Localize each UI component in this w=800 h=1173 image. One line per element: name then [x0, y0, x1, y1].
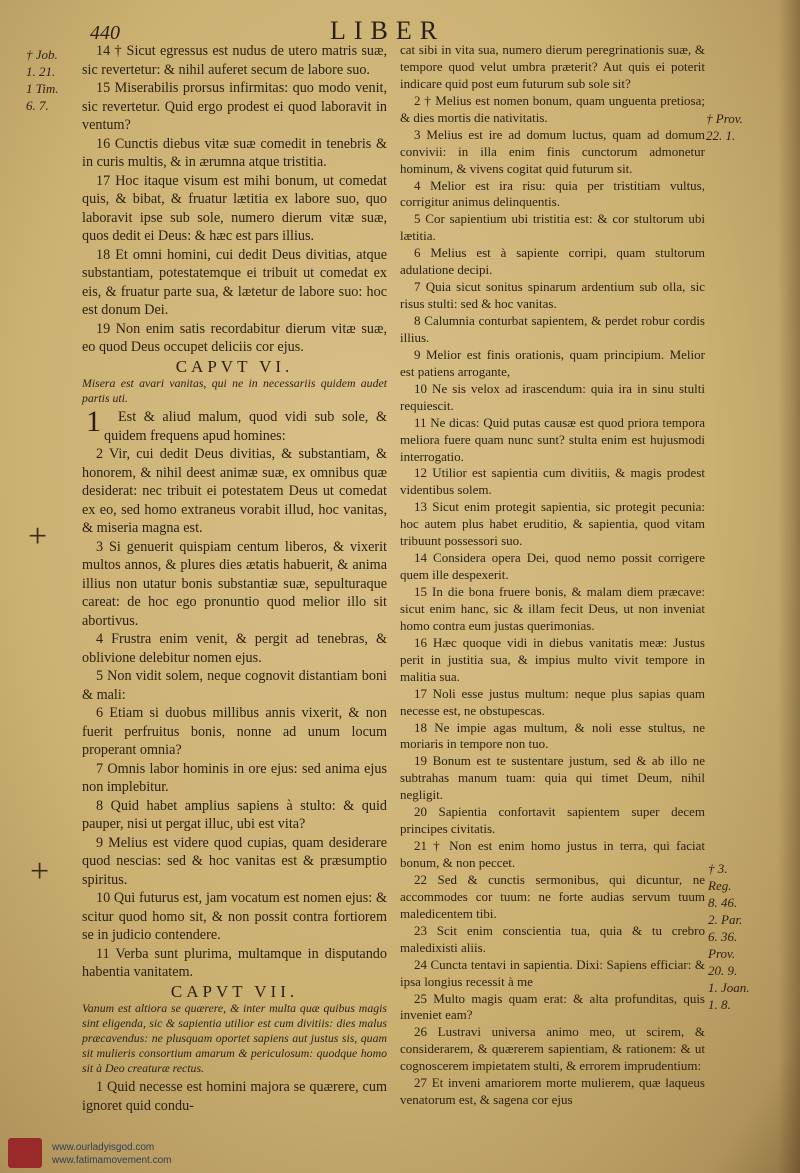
verse: 21 † Non est enim homo justus in terra, qui faciat bonum, & non peccet. — [400, 838, 705, 870]
verse: 16 Hæc quoque vidi in diebus vanitatis meæ: Justus perit in justitia sua, & impius multo vivit tempore in malitia sua. — [400, 634, 705, 684]
running-title: LIBER — [330, 16, 446, 45]
margin-note: Reg. — [708, 878, 732, 893]
chapter-heading: CAPVT VI. — [175, 356, 294, 376]
verse: 18 Et omni homini, cui dedit Deus divitias, atque substantiam, potestatemque ei tribuit ut comedat ex eis, & fruatur parte sua, & lætetur de labore suo: hoc est donum Dei. — [82, 246, 387, 318]
verse: 1 Quid necesse est homini majora se quærere, cum ignoret quid condu- — [82, 1079, 387, 1114]
verse: 19 Bonum est te sustentare justum, sed & ab illo ne subtrahas manum tuam: quia qui timet Deum, nihil negligit. — [400, 753, 705, 803]
handwritten-cross-mark: + — [28, 518, 48, 555]
margin-note: Prov. — [708, 946, 736, 961]
verse: 20 Sapientia confortavit sapientem super decem principes civitatis. — [400, 804, 705, 837]
verse: 25 Multo magis quam erat: & alta profunditas, quis inveniet eam? — [400, 990, 705, 1023]
verse: 15 In die bona fruere bonis, & malam diem præcave: sicut enim hanc, sic & illam fecit Deus, ut non inveniat homo contra eum justas querimonias. — [400, 584, 705, 633]
verse: 18 Ne impie agas multum, & noli esse stultus, ne moriaris in tempore non tuo. — [400, 719, 705, 752]
verse: 17 Hoc itaque visum est mihi bonum, ut comedat quis, & bibat, & fruatur lætitia ex labore suo, quo laboravit ipse sub sole, numero dierum vitæ suæ, quos dedit ei Deus: & hæc est pars illius. — [82, 172, 387, 244]
verse: 8 Calumnia conturbat sapientem, & perdet robur cordis illius. — [400, 313, 705, 345]
margin-note: 22. 1. — [706, 128, 736, 143]
verse: 5 Cor sapientium ubi tristitia est: & cor stultorum ubi lætitia. — [400, 211, 705, 244]
verse: 24 Cuncta tentavi in sapientia. Dixi: Sapiens efficiar: & ipsa longius recessit à me — [400, 956, 705, 989]
margin-note: 6. 36. — [708, 929, 738, 944]
verse: 7 Quia sicut sonitus spinarum ardentium sub olla, sic risus stulti: sed & hoc vanitas. — [400, 279, 705, 312]
verse: 2 † Melius est nomen bonum, quam unguenta pretiosa; & dies mortis die nativitatis. — [400, 92, 705, 125]
verse: 1Est & aliud malum, quod vidi sub sole, & quidem frequens apud homines: — [86, 405, 387, 444]
page-edge-shadow — [778, 0, 800, 1173]
verse: 19 Non enim satis recordabitur dierum vitæ suæ, eo quod Deus occupet deliciis cor ejus. — [82, 320, 387, 355]
text-column-right — [400, 42, 705, 1109]
verse: 26 Lustravi universa animo meo, ut scirem, & considerarem, & quærerem sapientiam, & rationem: & ut cognoscerem impietatem stulti, & errorem imprudentium: — [400, 1024, 705, 1074]
verse: 4 Melior est ira risu: quia per tristitiam vultus, corrigitur animus delinquentis. — [400, 177, 705, 210]
verse: 6 Etiam si duobus millibus annis vixerit, & non fuerit perfruitus bonis, nonne ad unum locum properant omnia? — [82, 705, 387, 758]
text-column-left — [82, 42, 387, 1115]
verse: 23 Scit enim conscientia tua, quia & tu crebro maledixisti aliis. — [400, 922, 705, 955]
margin-note: † 3. — [708, 861, 728, 876]
page-number: 440 — [90, 22, 120, 44]
verse: 7 Omnis labor hominis in ore ejus: sed anima ejus non implebitur. — [82, 760, 387, 795]
verse: 2 Vir, cui dedit Deus divitias, & substantiam, & honorem, & nihil deest animæ suæ, ex omnibus quæ desiderat: nec tribuit ei potestatem Deus ut comedat ex eo, sed homo extraneus vorabit illud, hoc vanitas, & miseria magna est. — [82, 446, 387, 536]
verse: 11 Verba sunt plurima, multamque in disputando habentia vanitatem. — [82, 945, 387, 980]
chapter-summary: Vanum est altiora se quærere, & inter multa quæ quibus magis sint eligenda, sic & sapientia utilior est cum divitiis: dies malus præcavendus: ne plusquam oportet sapiens aut justus sis, quam sit mulieris consortium amarum & periculosum: quodque homo sit à Deo creaturæ rectus. — [82, 1001, 387, 1075]
verse: 4 Frustra enim venit, & pergit ad tenebras, & oblivione delebitur nomen ejus. — [82, 631, 387, 666]
verse: 14 † Sicut egressus est nudus de utero matris suæ, sic revertetur: & nihil auferet secum de labore suo. — [82, 43, 387, 78]
margin-note: 1. 8. — [708, 997, 731, 1012]
margin-note: † Job. — [26, 47, 58, 62]
chapter-heading: CAPVT VII. — [170, 981, 299, 1001]
verse: 5 Non vidit solem, neque cognovit distantiam boni & mali: — [82, 668, 387, 703]
verse: 3 Si genuerit quispiam centum liberos, & vixerit multos annos, & plures dies ætatis habuerit, & anima illius non utatur bonis substantiæ suæ, sepulturaque careat: de hoc ego pronuntio quod melior illo sit abortivus. — [82, 538, 387, 629]
margin-note: 1 Tim. — [26, 81, 59, 96]
verse: 16 Cunctis diebus vitæ suæ comedit in tenebris & in curis multis, & in ærumna atque tristitia. — [82, 135, 387, 170]
verse: 15 Miserabilis prorsus infirmitas: quo modo venit, sic revertetur. Quid ergo prodest ei quod laboravit in ventum? — [82, 80, 387, 133]
verse-continuation: cat sibi in vita sua, numero dierum peregrinationis suæ, & tempore quod velut umbra præterit? Aut quis ei poterit indicare quid post eum futurum sub sole sit? — [400, 42, 705, 91]
margin-note: 8. 46. — [708, 895, 738, 910]
verse: 10 Qui futurus est, jam vocatum est nomen ejus: & scitur quod homo sit, & non possit contra fortiorem se in judicio contendere. — [82, 890, 387, 943]
margin-notes-left — [26, 46, 84, 114]
verse: 9 Melius est videre quod cupias, quam desiderare quod nescias: sed & hoc vanitas est & præsumptio spiritus. — [82, 834, 387, 888]
handwritten-cross-mark: + — [30, 853, 50, 890]
verse: 22 Sed & cunctis sermonibus, qui dicuntur, ne accommodes cor tuum: ne forte audias servum tuum maledicentem tibi. — [400, 871, 705, 921]
verse: 9 Melior est finis orationis, quam principium. Melior est patiens arrogante, — [400, 346, 705, 379]
margin-note: 2. Par. — [708, 912, 743, 927]
margin-note: 1. 21. — [26, 64, 56, 79]
verse: 6 Melius est à sapiente corripi, quam stultorum adulatione decipi. — [400, 245, 705, 278]
margin-notes-right-top — [706, 110, 776, 144]
verse: 11 Ne dicas: Quid putas causæ est quod priora tempora meliora fuere quam nunc sunt? stulta enim est hujusmodi interrogatio. — [400, 414, 705, 464]
margin-notes-right-bottom — [708, 860, 778, 1013]
margin-note: 20. 9. — [708, 963, 738, 978]
verse: 10 Ne sis velox ad irascendum: quia ira in sinu stulti requiescit. — [400, 380, 705, 413]
verse: 8 Quid habet amplius sapiens à stulto: & quid pauper, nisi ut pergat illuc, ubi est vita? — [82, 797, 387, 832]
footer-watermark — [8, 1141, 171, 1167]
chapter-summary: Misera est avari vanitas, qui ne in necessariis quidem audet partis uti. — [82, 376, 387, 405]
footer-url-2: www.fatimamovement.com — [52, 1155, 172, 1166]
verse: 14 Considera opera Dei, quod nemo possit corrigere quem ille despexerit. — [400, 550, 705, 583]
verse: 27 Et inveni amariorem morte mulierem, quæ laqueus venatorum est, & sagena cor ejus — [400, 1075, 705, 1108]
footer-url-1: www.ourladyisgod.com — [52, 1142, 155, 1153]
verse: 12 Utilior est sapientia cum divitiis, & magis prodest videntibus solem. — [400, 465, 705, 498]
margin-note: † Prov. — [706, 111, 743, 126]
margin-note: 1. Joan. — [708, 980, 750, 995]
verse: 17 Noli esse justus multum: neque plus sapias quam necesse est, ne obstupescas. — [400, 685, 705, 718]
verse: 13 Sicut enim protegit sapientia, sic protegit pecunia: hoc autem plus habet eruditio, & sapientia, quod vitam tribuunt possessori suo. — [400, 499, 705, 549]
verse: 3 Melius est ire ad domum luctus, quam ad domum convivii: in illa enim finis cunctorum admonetur hominum, & vivens cogitat quid futurum sit. — [400, 126, 705, 176]
margin-note: 6. 7. — [26, 98, 49, 113]
